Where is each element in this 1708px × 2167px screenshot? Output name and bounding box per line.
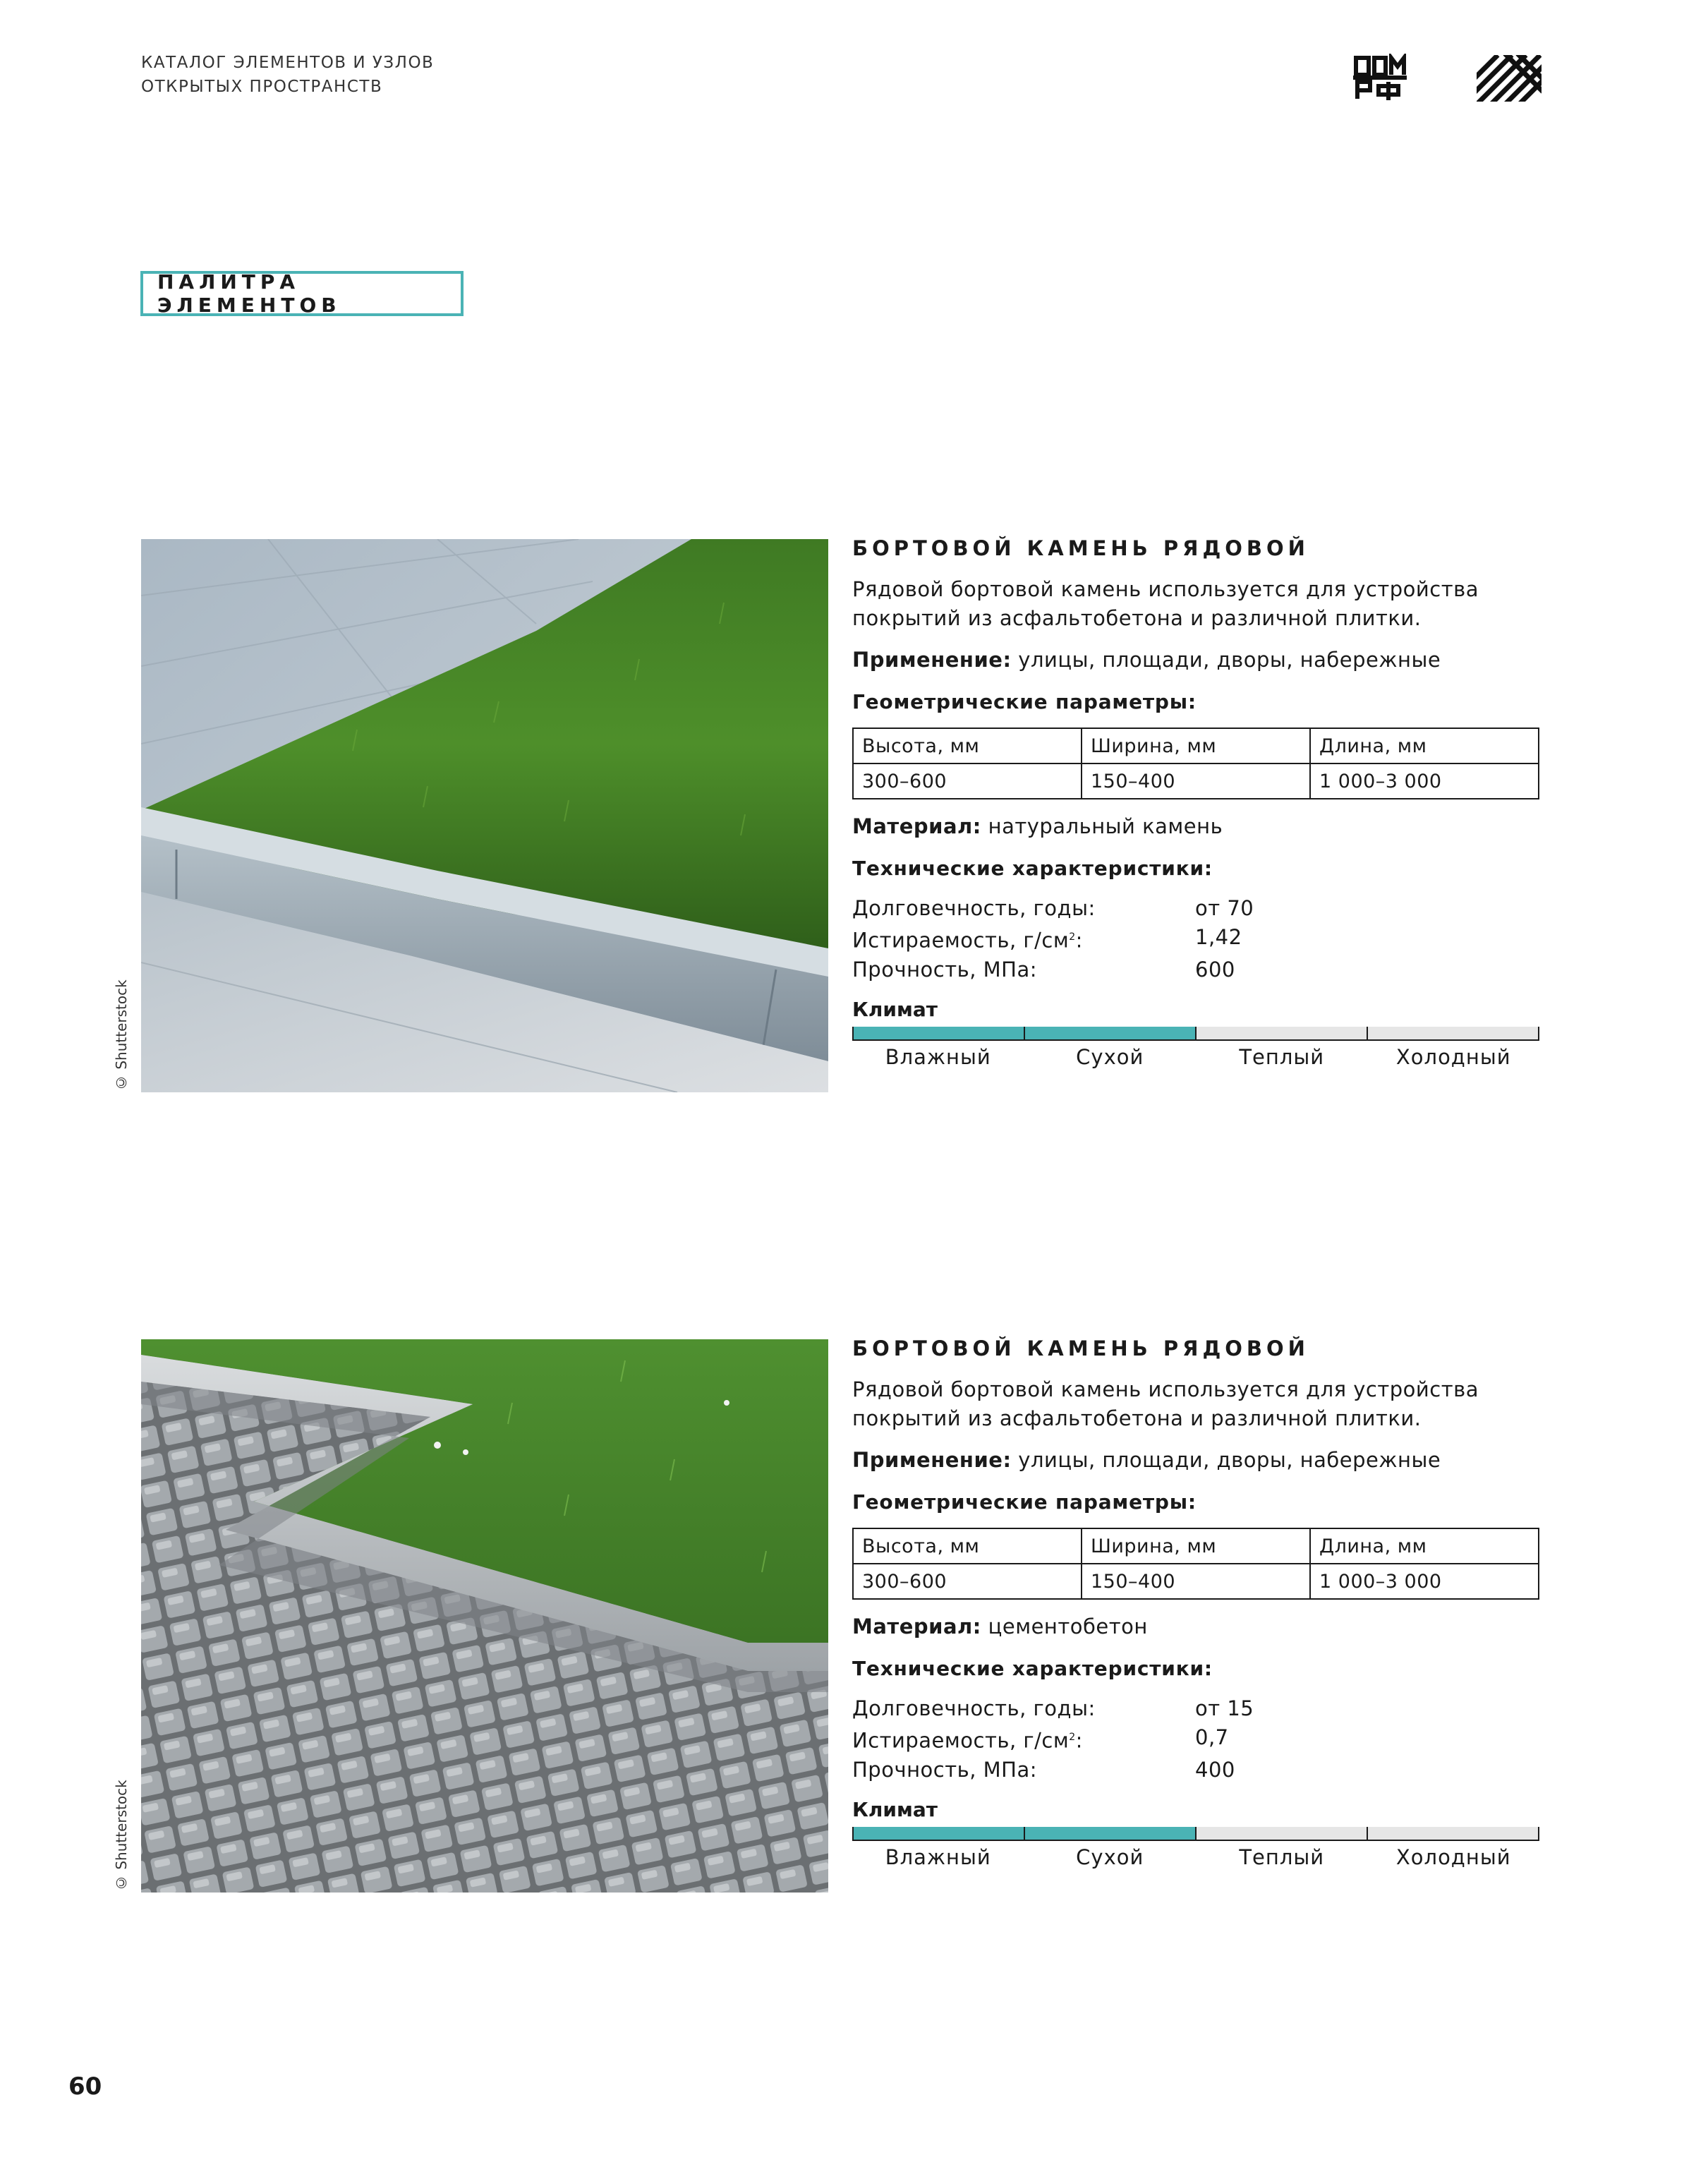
product-description: Рядовой бортовой камень используется для устройства покрытий из асфальтобетона и различной плитки. xyxy=(852,577,1479,630)
table-cell: 300–600 xyxy=(853,1564,1082,1599)
climate-name: Сухой xyxy=(1076,1044,1144,1069)
product-title: БОРТОВОЙ КАМЕНЬ РЯДОВОЙ xyxy=(852,1336,1309,1360)
climate-name: Холодный xyxy=(1395,1845,1511,1869)
table-row xyxy=(853,763,1539,799)
photo-credit: © Shutterstock xyxy=(113,979,130,1091)
photo-credit: © Shutterstock xyxy=(113,1780,130,1891)
durability-label: Долговечность, годы: xyxy=(852,1696,1096,1720)
durability-value: от 15 xyxy=(1195,1696,1254,1720)
tech-row-strength xyxy=(852,955,1565,984)
climate-segment xyxy=(1367,1827,1539,1841)
climate-segment xyxy=(852,1827,1024,1841)
climate-name: Влажный xyxy=(885,1044,991,1069)
material-value: натуральный камень xyxy=(988,814,1223,838)
application-label: Применение: xyxy=(852,1448,1012,1472)
product-card-2 xyxy=(852,1334,1565,1869)
climate-name: Влажный xyxy=(885,1845,991,1869)
climate-segment xyxy=(1367,1027,1539,1041)
geometry-label: Геометрические параметры: xyxy=(852,690,1197,713)
geometry-label: Геометрические параметры: xyxy=(852,1490,1197,1514)
climate-name: Сухой xyxy=(1076,1845,1144,1869)
climate-bar xyxy=(852,1027,1539,1041)
material-label: Материал: xyxy=(852,1614,981,1638)
product-description: Рядовой бортовой камень используется для устройства покрытий из асфальтобетона и различной плитки. xyxy=(852,1377,1479,1430)
page-number: 60 xyxy=(68,2072,102,2101)
abrasion-sup: 2 xyxy=(1069,931,1076,943)
tech-characteristics xyxy=(852,1694,1565,1785)
product-material xyxy=(852,812,1565,841)
table-row xyxy=(853,1528,1539,1564)
tech-row-durability xyxy=(852,894,1565,923)
table-cell: 150–400 xyxy=(1082,763,1310,799)
product-application xyxy=(852,646,1565,675)
geometry-table xyxy=(852,1528,1539,1600)
abrasion-label-text: Истираемость, г/см xyxy=(852,1728,1070,1753)
application-label: Применение: xyxy=(852,648,1012,672)
table-header-cell: Высота, мм xyxy=(853,1528,1082,1564)
section-title-badge: ПАЛИТРА ЭЛЕМЕНТОВ xyxy=(140,271,464,316)
striped-pattern-logo-icon xyxy=(1477,55,1542,102)
product-photo-granite-curb xyxy=(141,539,828,1092)
abrasion-label xyxy=(852,1723,1195,1756)
tech-row-strength xyxy=(852,1756,1565,1785)
climate-segment xyxy=(1195,1827,1367,1841)
climate-segment xyxy=(1024,1027,1195,1041)
table-cell: 1 000–3 000 xyxy=(1310,1564,1539,1599)
strength-value: 400 xyxy=(1195,1757,1235,1782)
tech-characteristics xyxy=(852,894,1565,984)
climate-names xyxy=(852,1845,1539,1869)
application-value: улицы, площади, дворы, набережные xyxy=(1018,648,1441,672)
material-value: цементобетон xyxy=(988,1614,1148,1638)
tech-label: Технические характеристики: xyxy=(852,857,1213,880)
table-cell: 1 000–3 000 xyxy=(1310,763,1539,799)
abrasion-colon: : xyxy=(1075,928,1083,953)
product-photo-cobblestone-curb xyxy=(141,1339,828,1893)
durability-label: Долговечность, годы: xyxy=(852,896,1096,920)
climate-segment xyxy=(1195,1027,1367,1041)
tech-row-abrasion xyxy=(852,923,1565,955)
table-cell: 150–400 xyxy=(1082,1564,1310,1599)
table-header-cell: Ширина, мм xyxy=(1082,728,1310,763)
durability-value: от 70 xyxy=(1195,896,1254,920)
strength-value: 600 xyxy=(1195,957,1235,982)
abrasion-value: 1,42 xyxy=(1195,925,1242,949)
strength-label: Прочность, МПа: xyxy=(852,1757,1038,1782)
product-card-1 xyxy=(852,534,1565,1069)
table-header-cell: Длина, мм xyxy=(1310,728,1539,763)
climate-name: Теплый xyxy=(1239,1044,1325,1069)
climate-label: Климат xyxy=(852,1797,938,1821)
dom-rf-logo-icon xyxy=(1353,54,1407,103)
material-label: Материал: xyxy=(852,814,981,838)
abrasion-sup: 2 xyxy=(1069,1732,1076,1743)
climate-segment xyxy=(852,1027,1024,1041)
product-application xyxy=(852,1446,1565,1475)
geometry-table xyxy=(852,728,1539,799)
table-cell: 300–600 xyxy=(853,763,1082,799)
climate-label: Климат xyxy=(852,997,938,1021)
catalog-title-line2: ОТКРЫТЫХ ПРОСТРАНСТВ xyxy=(141,78,383,96)
table-header-cell: Длина, мм xyxy=(1310,1528,1539,1564)
table-row xyxy=(853,1564,1539,1599)
strength-label: Прочность, МПа: xyxy=(852,957,1038,982)
climate-bar xyxy=(852,1827,1539,1841)
tech-label: Технические характеристики: xyxy=(852,1657,1213,1680)
product-material xyxy=(852,1612,1565,1641)
product-title: БОРТОВОЙ КАМЕНЬ РЯДОВОЙ xyxy=(852,536,1309,560)
abrasion-label-text: Истираемость, г/см xyxy=(852,928,1070,953)
climate-name: Холодный xyxy=(1395,1044,1511,1069)
abrasion-colon: : xyxy=(1075,1728,1083,1753)
abrasion-label xyxy=(852,923,1195,955)
table-header-cell: Высота, мм xyxy=(853,728,1082,763)
tech-row-durability xyxy=(852,1694,1565,1723)
catalog-title-line1: КАТАЛОГ ЭЛЕМЕНТОВ И УЗЛОВ xyxy=(141,54,435,72)
table-row xyxy=(853,728,1539,763)
table-header-cell: Ширина, мм xyxy=(1082,1528,1310,1564)
catalog-title xyxy=(141,51,434,99)
climate-segment xyxy=(1024,1827,1195,1841)
abrasion-value: 0,7 xyxy=(1195,1725,1229,1749)
climate-name: Теплый xyxy=(1239,1845,1325,1869)
tech-row-abrasion xyxy=(852,1723,1565,1756)
application-value: улицы, площади, дворы, набережные xyxy=(1018,1448,1441,1472)
climate-names xyxy=(852,1045,1539,1069)
